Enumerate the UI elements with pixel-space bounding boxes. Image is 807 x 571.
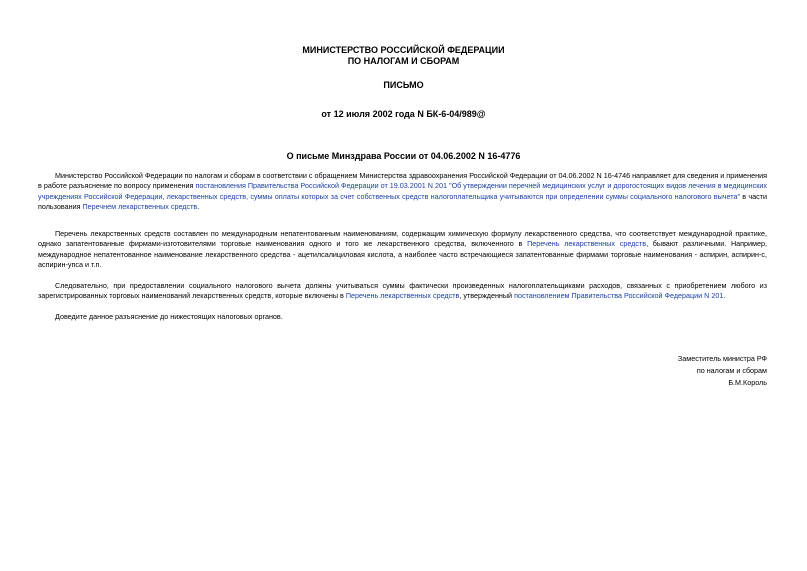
paragraph-2 bbox=[38, 229, 767, 271]
signature-name: Б.М.Король bbox=[728, 378, 767, 387]
signature-position-line-1: Заместитель министра РФ bbox=[677, 354, 767, 363]
signature-block bbox=[678, 353, 767, 389]
paragraph-1-text-c: . bbox=[197, 202, 200, 212]
document-type: ПИСЬМО bbox=[383, 80, 424, 90]
medicine-list-link[interactable]: Перечнем лекарственных средств bbox=[82, 202, 198, 212]
resolution-201-link[interactable]: постановления Правительства Российской Федерации от 19.03.2001 N 201 "Об утверждении перечней медицинских услуг и дорогостоящих видов лечения в медицинских учреждениях Российской Федерации, лекарственных средств, суммы оплаты которых за счет собственных средств налогоплательщика учитываются при определении суммы социального налогового вычета" bbox=[38, 181, 767, 201]
paragraph-3-text-b: , утвержденный bbox=[459, 291, 515, 301]
ministry-line-2: ПО НАЛОГАМ И СБОРАМ bbox=[347, 56, 460, 66]
paragraph-1-text-a: Министерство Российской Федерации по налогам и сборам в соответствии с обращением Министерства здравоохранения Российской Федерации от 04.06.2002 N 16-4746 направляет для сведения и применения в работе разъяснение по вопросу применения bbox=[38, 171, 767, 191]
paragraph-1 bbox=[38, 171, 767, 213]
paragraph-2-text-a: Перечень лекарственных средств составлен по международным непатентованным наименованиям, содержащим химическую формулу лекарственного средства, что соответствует международной практике, однако запатентованные фирмами-изготовителями торговые наименования одного и того же лекарственного средства, включенного в bbox=[38, 229, 767, 249]
paragraph-4-text: Доведите данное разъяснение до нижестоящих налоговых органов. bbox=[55, 312, 283, 321]
paragraph-4 bbox=[38, 312, 767, 322]
paragraph-3 bbox=[38, 281, 767, 302]
paragraph-3-text-c: . bbox=[723, 291, 726, 301]
ministry-title bbox=[0, 45, 807, 67]
paragraph-1-text-b: в части пользования bbox=[38, 191, 767, 212]
paragraph-2-text-b: , бывают различными. Например, международное непатентованное наименование лекарственного средства - ацетилсалициловая кислота, а наиболее часто встречающиеся запатентованные фирмами торговые наименования - аспирин, аспирин-с, аспирин-упса и т.п. bbox=[38, 239, 767, 270]
paragraph-3-text-a: Следовательно, при предоставлении социального налогового вычета должны учитываться суммы фактически произведенных налогоплательщиками расходов, связанных с приобретением любого из зарегистрированных торговых наименований лекарственных средств, которые включены в bbox=[38, 281, 767, 301]
medicine-list-link[interactable]: Перечень лекарственных средств bbox=[345, 291, 460, 301]
document-subject: О письме Минздрава России от 04.06.2002 N 16-4776 bbox=[286, 151, 521, 161]
resolution-201-short-link[interactable]: постановлением Правительства Российской Федерации N 201 bbox=[514, 291, 724, 301]
signature-position-line-2: по налогам и сборам bbox=[696, 366, 767, 375]
document-date-number: от 12 июля 2002 года N БК-6-04/989@ bbox=[321, 109, 486, 119]
ministry-line-1: МИНИСТЕРСТВО РОССИЙСКОЙ ФЕДЕРАЦИИ bbox=[302, 45, 505, 55]
medicine-list-link[interactable]: Перечень лекарственных средств bbox=[527, 239, 647, 249]
